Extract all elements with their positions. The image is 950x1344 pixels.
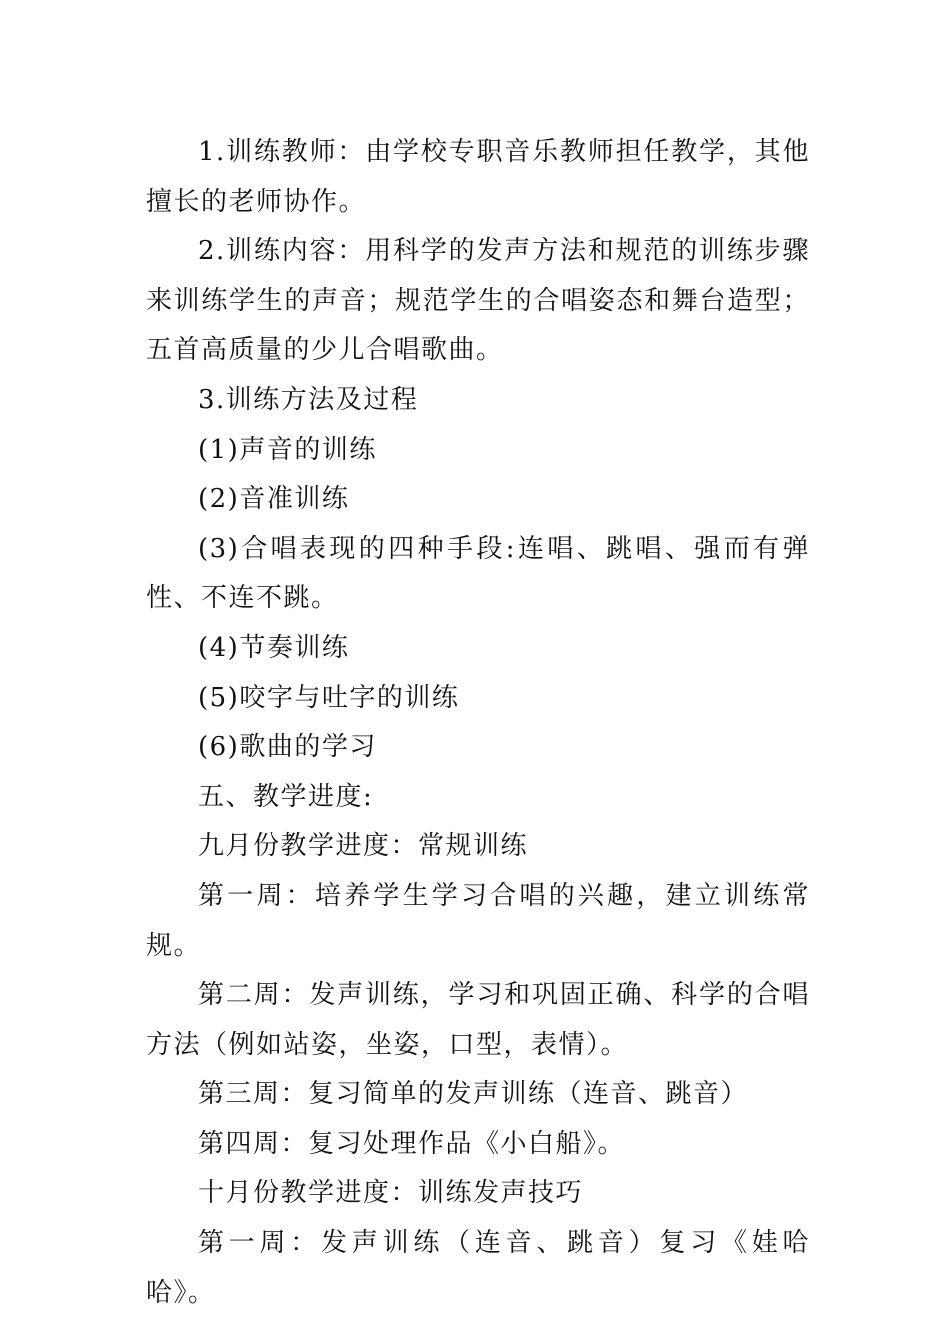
list-item: (5)咬字与吐字的训练 [198, 682, 460, 713]
list-item: (1)声音的训练 [198, 434, 377, 465]
paragraph-method-heading: 3.训练方法及过程 [198, 384, 419, 415]
paragraph-content: 2.训练内容：用科学的发声方法和规范的训练步骤来训练学生的声音；规范学生的合唱姿态和舞台造型；五首高质量的少儿合唱歌曲。 [146, 236, 810, 366]
list-item: (4)节奏训练 [198, 632, 350, 663]
list-item: (6)歌曲的学习 [198, 732, 377, 763]
month-heading-october: 十月份教学进度：训练发声技巧 [198, 1178, 584, 1209]
list-item: (3)合唱表现的四种手段:连唱、跳唱、强而有弹性、不连不跳。 [146, 533, 810, 614]
week-item: 第三周：复习简单的发声训练（连音、跳音） [198, 1079, 749, 1110]
week-item: 第一周：发声训练（连音、跳音）复习《娃哈哈》。 [146, 1228, 810, 1308]
section-heading-progress: 五、教学进度: [198, 781, 374, 812]
document-body [146, 128, 810, 1318]
week-item: 第一周：培养学生学习合唱的兴趣，建立训练常规。 [146, 880, 810, 961]
week-item: 第二周：发声训练，学习和巩固正确、科学的合唱方法（例如站姿，坐姿，口型，表情）。 [146, 980, 810, 1060]
week-item: 第四周：复习处理作品《小白船》。 [198, 1128, 626, 1159]
paragraph-teacher: 1.训练教师：由学校专职音乐教师担任教学，其他擅长的老师协作。 [146, 137, 810, 217]
month-heading-september: 九月份教学进度：常规训练 [198, 831, 529, 862]
list-item: (2)音准训练 [198, 484, 350, 515]
